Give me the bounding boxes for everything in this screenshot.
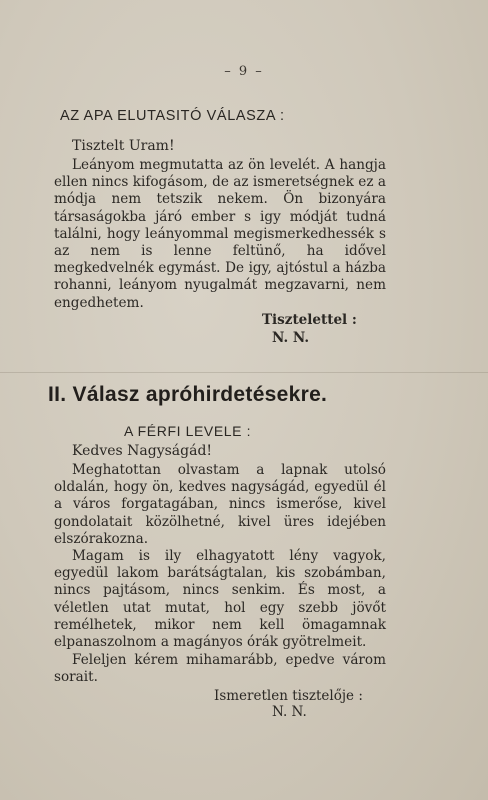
paper-crease bbox=[0, 372, 488, 373]
section2-title: II. Válasz apróhirdetésekre. bbox=[48, 383, 328, 406]
letter2-closing: Ismeretlen tisztelője : bbox=[214, 688, 363, 704]
letter2-signature: N. N. bbox=[272, 704, 307, 720]
letter2-para2: Magam is ily elhagyatott lény vagyok, egyedül lakom barátságtalan, kis szobámban, nincs pajtásom, nincs senkim. És most, a véletlen utat mutat, hol egy szebb jövőt remélhetek, mikor nem kell ömagamnak elpanaszolnom a magányos órák gyötrelmeit. bbox=[54, 548, 386, 651]
letter1-signature: N. N. bbox=[272, 330, 310, 346]
section2-heading: A FÉRFI LEVELE : bbox=[124, 423, 252, 439]
page-number: – 9 – bbox=[224, 64, 264, 79]
letter1-heading: AZ APA ELUTASITÓ VÁLASZA : bbox=[60, 108, 285, 124]
letter1-salutation: Tisztelt Uram! bbox=[72, 138, 175, 154]
letter2-para1: Meghatottan olvastam a lapnak utolsó oldalán, hogy ön, kedves nagyságád, egyedül él a város forgatagában, nincs ismerőse, kivel gondolatait közölhetné, kivel üres idejében elszórakozna. bbox=[54, 462, 386, 547]
letter1-closing: Tisztelettel : bbox=[262, 312, 357, 328]
letter1-body: Leányom megmutatta az ön levelét. A hangja ellen nincs kifogásom, de az ismeretségnek ez a módja nem tetszik nekem. Ön bizonyára társaságokba járó ember s igy módját tudná találni, hogy leányommal megismerkedhessék s az nem is lenne feltünő, ha idővel megkedvelnék egymást. De igy, ajtóstul a házba rohanni, leányom nyugalmát megzavarni, nem engedhetem. bbox=[54, 157, 386, 311]
letter2-para3: Feleljen kérem mihamarább, epedve várom sorait. bbox=[54, 652, 386, 686]
letter2-salutation: Kedves Nagyságád! bbox=[72, 443, 213, 459]
